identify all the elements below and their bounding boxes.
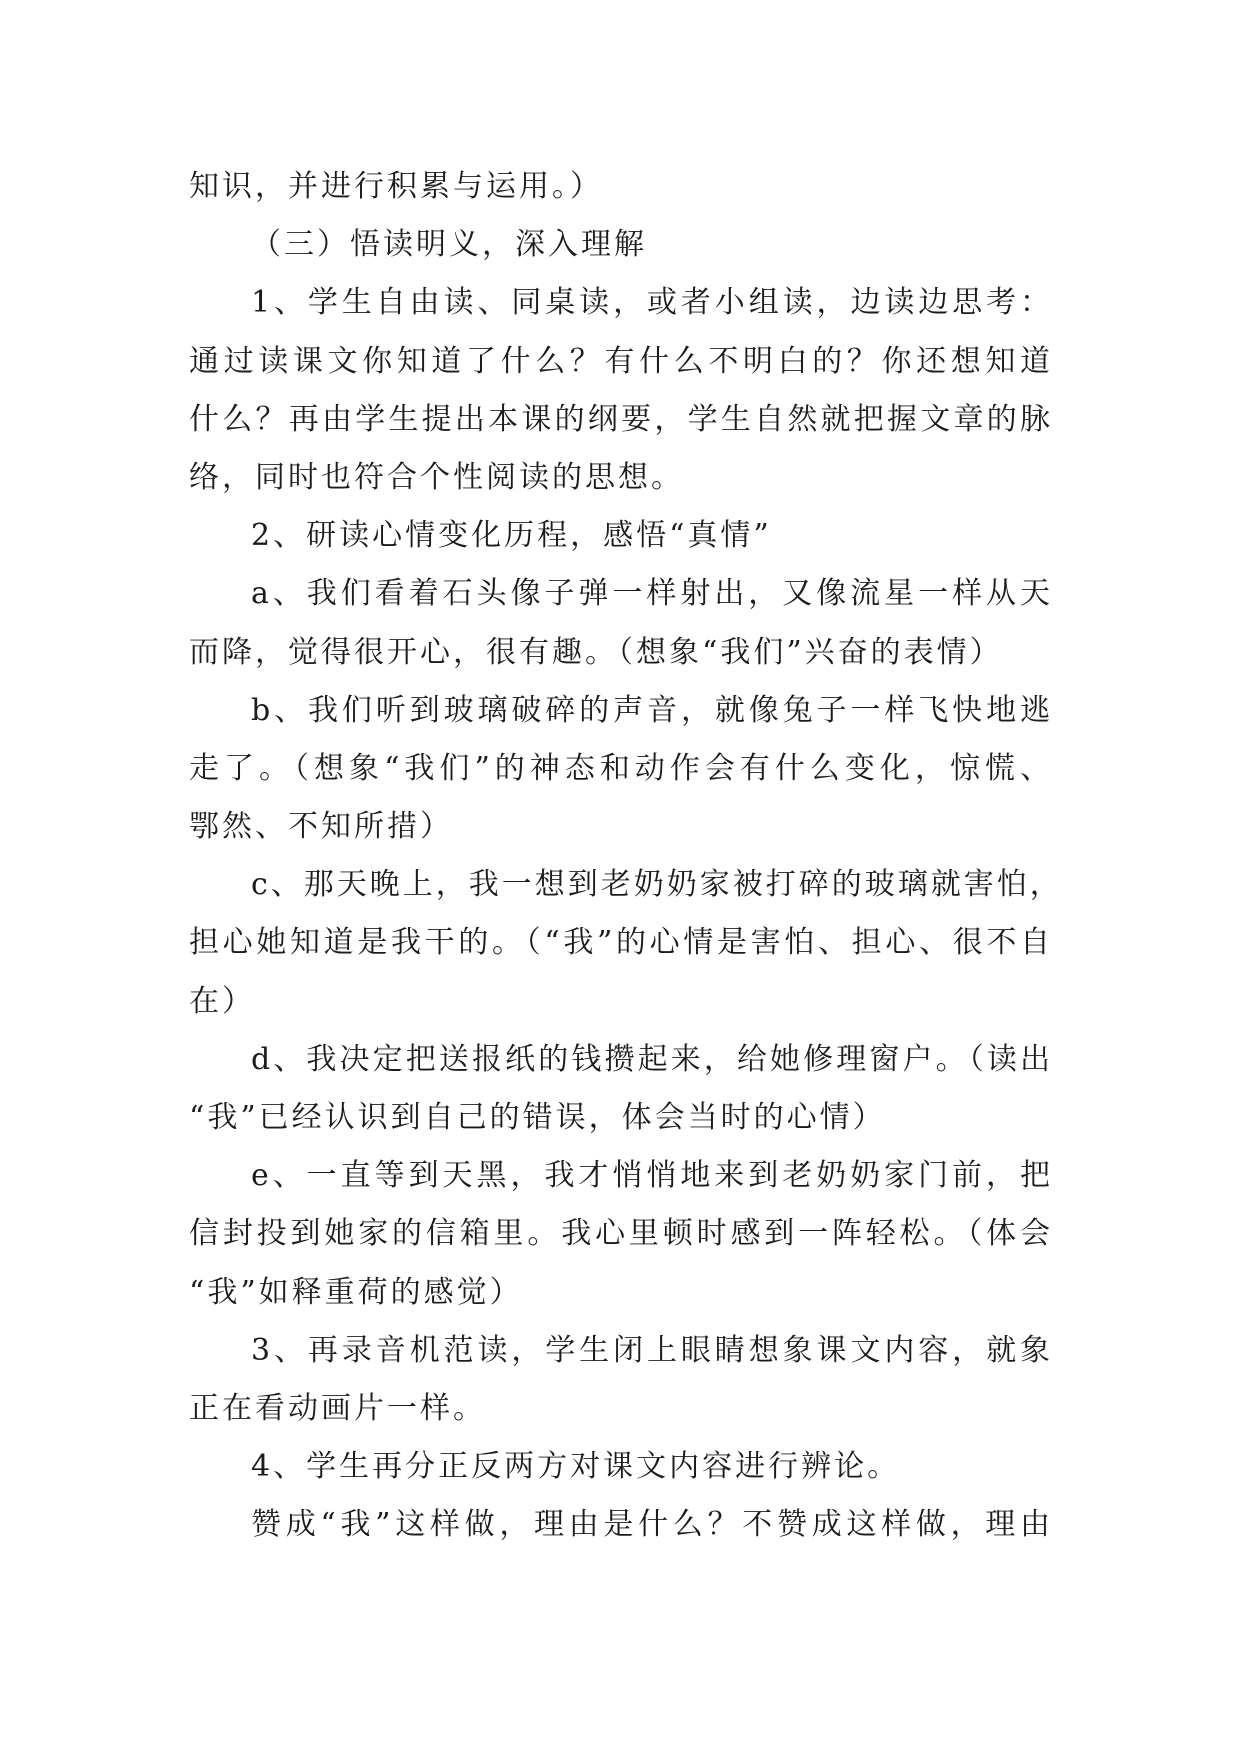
paragraph bbox=[189, 1496, 1053, 1554]
paragraph bbox=[189, 158, 1053, 216]
text-line: e、一直等到天黑，我才悄悄地来到老奶奶家门前，把 bbox=[251, 1158, 1053, 1194]
text-line: 信封投到她家的信箱里。我心里顿时感到一阵轻松。（体会 bbox=[189, 1216, 1053, 1252]
paragraph bbox=[189, 274, 1053, 507]
text-line: 络，同时也符合个性阅读的思想。 bbox=[189, 459, 684, 495]
paragraph bbox=[189, 507, 1053, 565]
text-line: （三）悟读明义，深入理解 bbox=[251, 227, 647, 263]
text-line: c、那天晚上，我一想到老奶奶家被打碎的玻璃就害怕， bbox=[251, 867, 1063, 903]
text-line: 4、学生再分正反两方对课文内容进行辨论。 bbox=[251, 1449, 901, 1485]
text-line: 走了。（想象“我们”的神态和动作会有什么变化，惊慌、 bbox=[189, 750, 1053, 786]
paragraph bbox=[189, 856, 1063, 1031]
text-line: 正在看动画片一样。 bbox=[189, 1390, 486, 1426]
text-line: “我”已经认识到自己的错误，体会当时的心情） bbox=[189, 1100, 886, 1135]
text-line: 1、学生自由读、同桌读，或者小组读，边读边思考： bbox=[251, 285, 1053, 321]
text-line: 知识，并进行积累与运用。） bbox=[189, 169, 603, 204]
text-line: 什么？再由学生提出本课的纲要，学生自然就把握文章的脉 bbox=[189, 401, 1053, 437]
body-text bbox=[189, 158, 1063, 1555]
paragraph bbox=[189, 565, 1053, 681]
paragraph bbox=[189, 1147, 1053, 1322]
text-line: 在） bbox=[189, 983, 255, 1019]
text-line: 担心她知道是我干的。（“我”的心情是害怕、担心、很不自 bbox=[189, 925, 1053, 961]
text-line: 赞成“我”这样做，理由是什么？不赞成这样做，理由 bbox=[251, 1507, 1053, 1543]
text-line: a、我们看着石头像子弹一样射出，又像流星一样从天 bbox=[251, 576, 1053, 612]
text-line: “我”如释重荷的感觉） bbox=[189, 1274, 523, 1310]
paragraph bbox=[189, 1322, 1053, 1438]
text-line: 3、再录音机范读，学生闭上眼睛想象课文内容，就象 bbox=[251, 1332, 1053, 1368]
paragraph bbox=[189, 1438, 1053, 1496]
text-line: 而降，觉得很开心，很有趣。（想象“我们”兴奋的表情） bbox=[189, 634, 1003, 670]
paragraph bbox=[189, 1031, 1053, 1147]
text-line: d、我决定把送报纸的钱攒起来，给她修理窗户。（读出 bbox=[251, 1041, 1053, 1077]
section-heading bbox=[189, 216, 1053, 274]
text-line: 通过读课文你知道了什么？有什么不明白的？你还想知道 bbox=[189, 343, 1053, 379]
text-line: 鄂然、不知所措） bbox=[189, 809, 453, 845]
text-line: b、我们听到玻璃破碎的声音，就像兔子一样飞快地逃 bbox=[251, 692, 1053, 728]
text-line: 2、研读心情变化历程，感悟“真情” bbox=[251, 518, 772, 554]
paragraph bbox=[189, 682, 1053, 857]
